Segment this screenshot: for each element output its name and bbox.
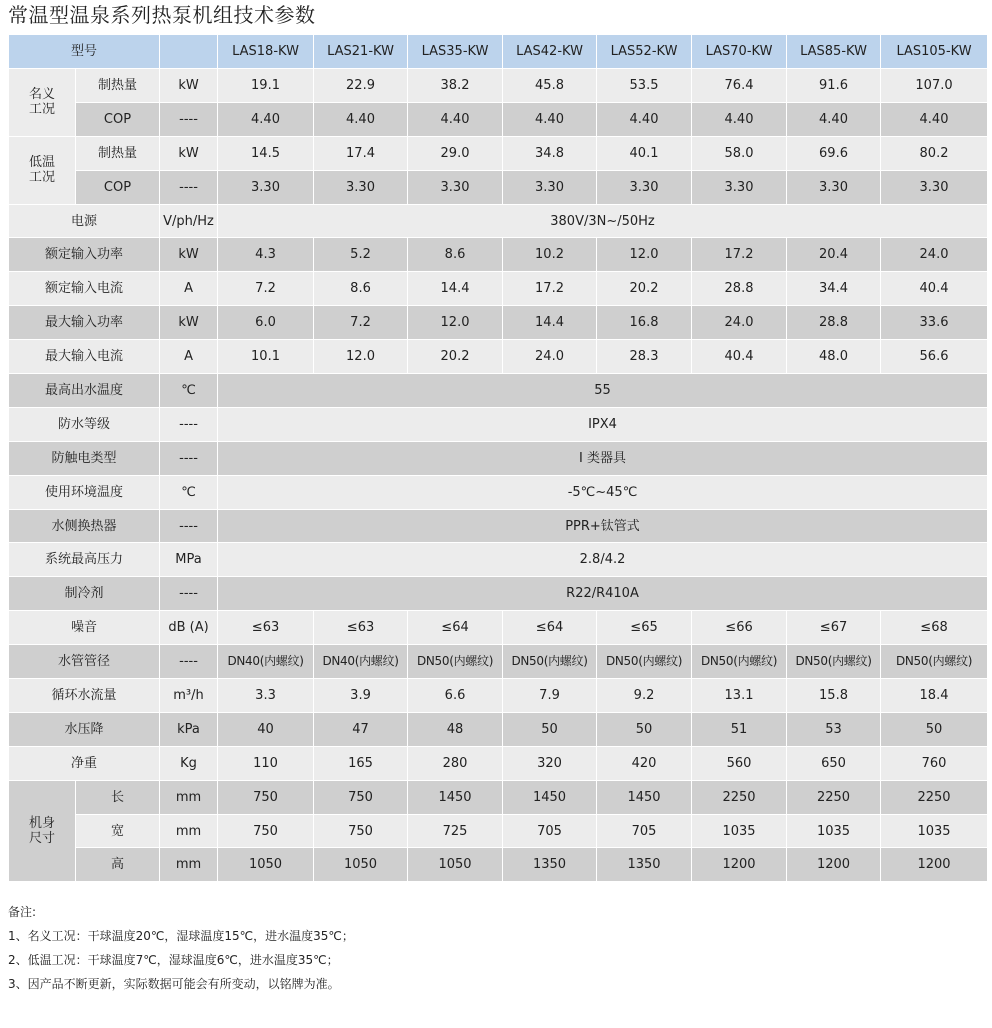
value-cell: 22.9 — [314, 69, 408, 103]
unit-cell: ---- — [160, 407, 218, 441]
unit-cell: kPa — [160, 712, 218, 746]
value-cell: 7.9 — [503, 679, 597, 713]
value-cell: 4.3 — [218, 238, 314, 272]
group-label-body: 机身 尺寸 — [9, 780, 76, 882]
value-cell: 3.30 — [218, 170, 314, 204]
value-cell: 10.1 — [218, 340, 314, 374]
value-cell: 53.5 — [597, 69, 692, 103]
merged-value-cell: 2.8/4.2 — [218, 543, 988, 577]
value-cell: 9.2 — [597, 679, 692, 713]
value-cell: 28.3 — [597, 340, 692, 374]
header-model-4: LAS52-KW — [597, 35, 692, 69]
row-label: 长 — [76, 780, 160, 814]
value-cell: DN50(内螺纹) — [597, 645, 692, 679]
value-cell: 17.4 — [314, 136, 408, 170]
value-cell: 40.1 — [597, 136, 692, 170]
unit-cell: kW — [160, 238, 218, 272]
value-cell: 3.9 — [314, 679, 408, 713]
row-label: 水压降 — [9, 712, 160, 746]
value-cell: 34.4 — [787, 272, 881, 306]
value-cell: 750 — [314, 780, 408, 814]
unit-cell: mm — [160, 848, 218, 882]
value-cell: 7.2 — [218, 272, 314, 306]
value-cell: 2250 — [692, 780, 787, 814]
unit-cell: mm — [160, 814, 218, 848]
row-low_cop — [9, 170, 988, 204]
row-rated_power — [9, 238, 988, 272]
row-label: 最高出水温度 — [9, 374, 160, 408]
row-refrigerant — [9, 577, 988, 611]
value-cell: 50 — [881, 712, 988, 746]
value-cell: ≤63 — [218, 611, 314, 645]
unit-cell: kW — [160, 306, 218, 340]
value-cell: 3.30 — [692, 170, 787, 204]
value-cell: 17.2 — [503, 272, 597, 306]
value-cell: 80.2 — [881, 136, 988, 170]
value-cell: 4.40 — [408, 102, 503, 136]
value-cell: 14.4 — [408, 272, 503, 306]
value-cell: 48.0 — [787, 340, 881, 374]
unit-cell: ---- — [160, 170, 218, 204]
value-cell: 725 — [408, 814, 503, 848]
value-cell: 1450 — [597, 780, 692, 814]
value-cell: DN50(内螺纹) — [787, 645, 881, 679]
merged-value-cell: IPX4 — [218, 407, 988, 441]
value-cell: 3.30 — [597, 170, 692, 204]
row-label: 最大输入电流 — [9, 340, 160, 374]
row-length — [9, 780, 988, 814]
unit-cell: dB (A) — [160, 611, 218, 645]
row-label: 使用环境温度 — [9, 475, 160, 509]
value-cell: 13.1 — [692, 679, 787, 713]
value-cell: 8.6 — [314, 272, 408, 306]
value-cell: 1200 — [787, 848, 881, 882]
row-label: 电源 — [9, 204, 160, 238]
row-max_current — [9, 340, 988, 374]
unit-cell: A — [160, 340, 218, 374]
row-ambient — [9, 475, 988, 509]
value-cell: 420 — [597, 746, 692, 780]
row-max_water_temp — [9, 374, 988, 408]
value-cell: DN50(内螺纹) — [408, 645, 503, 679]
group-label-low: 低温 工况 — [9, 136, 76, 204]
value-cell: 15.8 — [787, 679, 881, 713]
value-cell: 107.0 — [881, 69, 988, 103]
value-cell: 760 — [881, 746, 988, 780]
value-cell: 51 — [692, 712, 787, 746]
unit-cell: Kg — [160, 746, 218, 780]
row-label: 水侧换热器 — [9, 509, 160, 543]
unit-cell: kW — [160, 136, 218, 170]
header-model-2: LAS35-KW — [408, 35, 503, 69]
value-cell: 1050 — [408, 848, 503, 882]
value-cell: 705 — [503, 814, 597, 848]
row-pressure_drop — [9, 712, 988, 746]
unit-cell: ℃ — [160, 475, 218, 509]
unit-cell: kW — [160, 69, 218, 103]
notes — [8, 900, 354, 996]
value-cell: 6.6 — [408, 679, 503, 713]
value-cell: 1035 — [881, 814, 988, 848]
value-cell: 1200 — [881, 848, 988, 882]
value-cell: ≤67 — [787, 611, 881, 645]
merged-value-cell: R22/R410A — [218, 577, 988, 611]
value-cell: ≤65 — [597, 611, 692, 645]
header-model-6: LAS85-KW — [787, 35, 881, 69]
value-cell: 1035 — [692, 814, 787, 848]
value-cell: 320 — [503, 746, 597, 780]
value-cell: 40.4 — [881, 272, 988, 306]
value-cell: 24.0 — [692, 306, 787, 340]
value-cell: 1350 — [597, 848, 692, 882]
row-weight — [9, 746, 988, 780]
unit-cell: V/ph/Hz — [160, 204, 218, 238]
row-label: 制热量 — [76, 136, 160, 170]
row-shock — [9, 441, 988, 475]
row-rated_current — [9, 272, 988, 306]
group-label-nominal: 名义 工况 — [9, 69, 76, 137]
value-cell: 45.8 — [503, 69, 597, 103]
value-cell: 3.3 — [218, 679, 314, 713]
value-cell: ≤64 — [503, 611, 597, 645]
header-unit-cell — [160, 35, 218, 69]
row-max_power — [9, 306, 988, 340]
value-cell: 1050 — [218, 848, 314, 882]
unit-cell: m³/h — [160, 679, 218, 713]
value-cell: 24.0 — [881, 238, 988, 272]
value-cell: 69.6 — [787, 136, 881, 170]
header-model-5: LAS70-KW — [692, 35, 787, 69]
unit-cell: A — [160, 272, 218, 306]
row-nom_cop — [9, 102, 988, 136]
value-cell: 14.5 — [218, 136, 314, 170]
value-cell: 1450 — [408, 780, 503, 814]
note-item: 1、名义工况：干球温度20℃，湿球温度15℃，进水温度35℃； — [8, 929, 354, 943]
header-row — [9, 35, 988, 69]
row-label: 制冷剂 — [9, 577, 160, 611]
value-cell: 2250 — [787, 780, 881, 814]
value-cell: 3.30 — [881, 170, 988, 204]
merged-value-cell: 55 — [218, 374, 988, 408]
row-label: 噪音 — [9, 611, 160, 645]
spec-table-body — [9, 35, 988, 882]
value-cell: 4.40 — [218, 102, 314, 136]
value-cell: 38.2 — [408, 69, 503, 103]
value-cell: 1050 — [314, 848, 408, 882]
unit-cell: ---- — [160, 441, 218, 475]
value-cell: 3.30 — [787, 170, 881, 204]
value-cell: ≤68 — [881, 611, 988, 645]
value-cell: 750 — [218, 780, 314, 814]
row-label: 循环水流量 — [9, 679, 160, 713]
row-label: COP — [76, 102, 160, 136]
value-cell: 4.40 — [314, 102, 408, 136]
row-width — [9, 814, 988, 848]
value-cell: 16.8 — [597, 306, 692, 340]
value-cell: 8.6 — [408, 238, 503, 272]
value-cell: DN40(内螺纹) — [218, 645, 314, 679]
row-pressure — [9, 543, 988, 577]
value-cell: ≤63 — [314, 611, 408, 645]
row-low_heat — [9, 136, 988, 170]
row-exchanger — [9, 509, 988, 543]
value-cell: 10.2 — [503, 238, 597, 272]
row-noise — [9, 611, 988, 645]
row-height — [9, 848, 988, 882]
value-cell: 1035 — [787, 814, 881, 848]
value-cell: 4.40 — [597, 102, 692, 136]
row-label: 高 — [76, 848, 160, 882]
row-label: 水管管径 — [9, 645, 160, 679]
row-label: 系统最高压力 — [9, 543, 160, 577]
row-label: 净重 — [9, 746, 160, 780]
value-cell: 24.0 — [503, 340, 597, 374]
value-cell: ≤66 — [692, 611, 787, 645]
value-cell: 53 — [787, 712, 881, 746]
value-cell: 17.2 — [692, 238, 787, 272]
value-cell: 12.0 — [408, 306, 503, 340]
merged-value-cell: -5℃~45℃ — [218, 475, 988, 509]
unit-cell: mm — [160, 780, 218, 814]
row-label: 防水等级 — [9, 407, 160, 441]
value-cell: 280 — [408, 746, 503, 780]
unit-cell: MPa — [160, 543, 218, 577]
value-cell: 19.1 — [218, 69, 314, 103]
value-cell: 58.0 — [692, 136, 787, 170]
value-cell: 91.6 — [787, 69, 881, 103]
value-cell: 560 — [692, 746, 787, 780]
value-cell: 4.40 — [787, 102, 881, 136]
row-nom_heat — [9, 69, 988, 103]
value-cell: 6.0 — [218, 306, 314, 340]
header-model-0: LAS18-KW — [218, 35, 314, 69]
value-cell: 650 — [787, 746, 881, 780]
value-cell: 29.0 — [408, 136, 503, 170]
page-title: 常温型温泉系列热泵机组技术参数 — [8, 3, 316, 27]
unit-cell: ---- — [160, 577, 218, 611]
value-cell: 3.30 — [408, 170, 503, 204]
value-cell: 5.2 — [314, 238, 408, 272]
row-pipe — [9, 645, 988, 679]
value-cell: 2250 — [881, 780, 988, 814]
value-cell: 34.8 — [503, 136, 597, 170]
row-waterproof — [9, 407, 988, 441]
value-cell: 14.4 — [503, 306, 597, 340]
row-label: 额定输入功率 — [9, 238, 160, 272]
header-model-1: LAS21-KW — [314, 35, 408, 69]
merged-value-cell: PPR+钛管式 — [218, 509, 988, 543]
value-cell: 705 — [597, 814, 692, 848]
row-label: 防触电类型 — [9, 441, 160, 475]
value-cell: 4.40 — [503, 102, 597, 136]
unit-cell: ---- — [160, 509, 218, 543]
value-cell: 4.40 — [881, 102, 988, 136]
value-cell: DN50(内螺纹) — [503, 645, 597, 679]
value-cell: 50 — [503, 712, 597, 746]
row-label: COP — [76, 170, 160, 204]
value-cell: 48 — [408, 712, 503, 746]
value-cell: 76.4 — [692, 69, 787, 103]
value-cell: DN40(内螺纹) — [314, 645, 408, 679]
value-cell: 3.30 — [314, 170, 408, 204]
value-cell: 7.2 — [314, 306, 408, 340]
spec-table — [8, 34, 988, 882]
unit-cell: ℃ — [160, 374, 218, 408]
value-cell: 40.4 — [692, 340, 787, 374]
row-label: 制热量 — [76, 69, 160, 103]
header-model-label: 型号 — [9, 35, 160, 69]
value-cell: 4.40 — [692, 102, 787, 136]
value-cell: 56.6 — [881, 340, 988, 374]
value-cell: 20.4 — [787, 238, 881, 272]
value-cell: 110 — [218, 746, 314, 780]
merged-value-cell: I 类器具 — [218, 441, 988, 475]
value-cell: DN50(内螺纹) — [692, 645, 787, 679]
value-cell: 33.6 — [881, 306, 988, 340]
note-item: 2、低温工况：干球温度7℃，湿球温度6℃，进水温度35℃； — [8, 953, 339, 967]
row-flow — [9, 679, 988, 713]
notes-heading: 备注: — [8, 905, 37, 919]
row-label: 最大输入功率 — [9, 306, 160, 340]
value-cell: 1350 — [503, 848, 597, 882]
header-model-3: LAS42-KW — [503, 35, 597, 69]
value-cell: ≤64 — [408, 611, 503, 645]
value-cell: 20.2 — [408, 340, 503, 374]
value-cell: DN50(内螺纹) — [881, 645, 988, 679]
value-cell: 165 — [314, 746, 408, 780]
value-cell: 18.4 — [881, 679, 988, 713]
value-cell: 28.8 — [787, 306, 881, 340]
value-cell: 3.30 — [503, 170, 597, 204]
value-cell: 12.0 — [597, 238, 692, 272]
value-cell: 12.0 — [314, 340, 408, 374]
value-cell: 20.2 — [597, 272, 692, 306]
row-label: 额定输入电流 — [9, 272, 160, 306]
unit-cell: ---- — [160, 645, 218, 679]
header-model-7: LAS105-KW — [881, 35, 988, 69]
value-cell: 1200 — [692, 848, 787, 882]
row-label: 宽 — [76, 814, 160, 848]
value-cell: 50 — [597, 712, 692, 746]
merged-value-cell: 380V/3N~/50Hz — [218, 204, 988, 238]
row-power — [9, 204, 988, 238]
value-cell: 750 — [218, 814, 314, 848]
value-cell: 1450 — [503, 780, 597, 814]
unit-cell: ---- — [160, 102, 218, 136]
value-cell: 750 — [314, 814, 408, 848]
note-item: 3、因产品不断更新，实际数据可能会有所变动，以铭牌为准。 — [8, 977, 340, 991]
value-cell: 40 — [218, 712, 314, 746]
value-cell: 28.8 — [692, 272, 787, 306]
value-cell: 47 — [314, 712, 408, 746]
